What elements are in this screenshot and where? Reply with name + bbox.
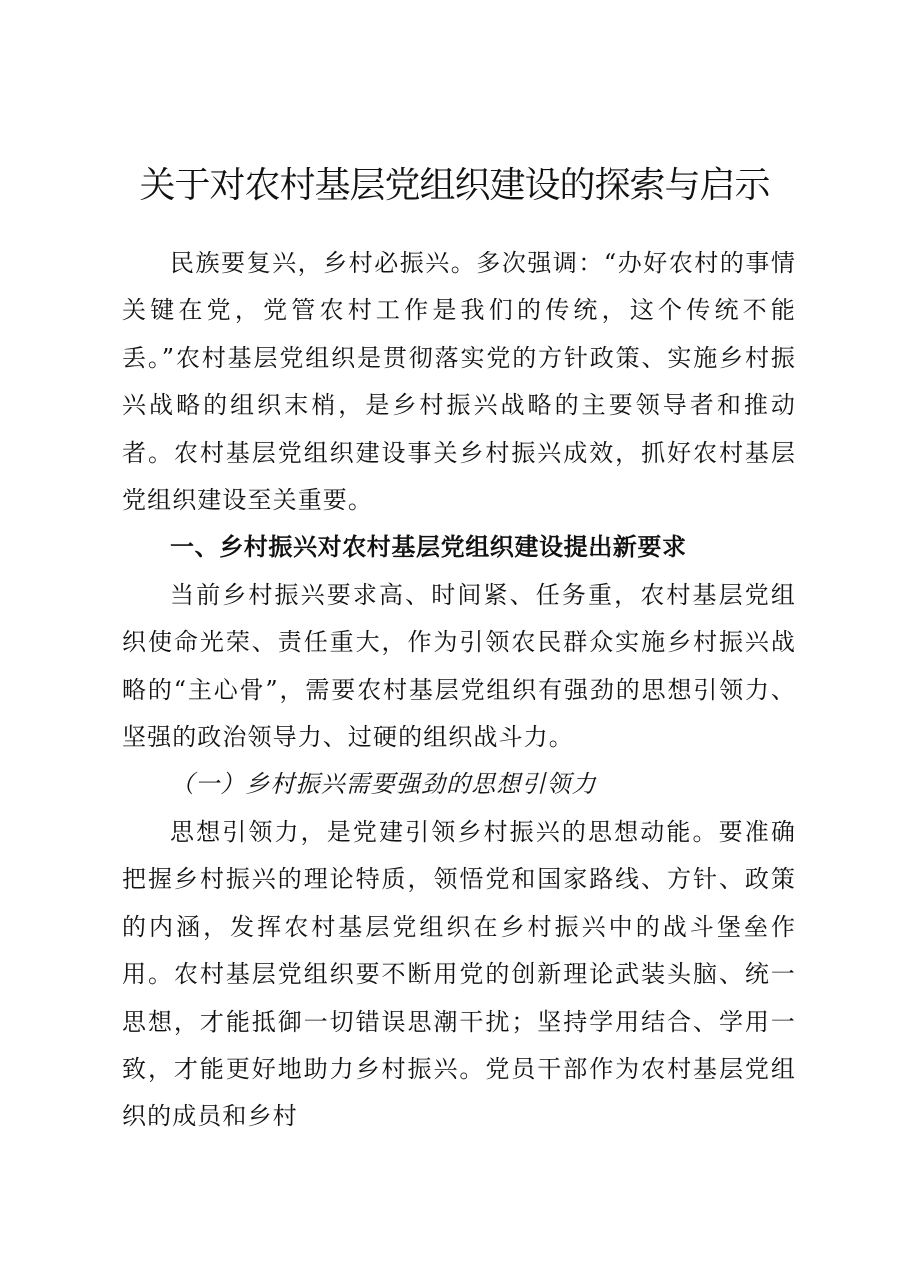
- section-1-paragraph: 当前乡村振兴要求高、时间紧、任务重，农村基层党组织使命光荣、责任重大，作为引领农民群众实施乡村振兴战略的“主心骨”，需要农村基层党组织有强劲的思想引领力、坚强的政治领导力、过硬的组织战斗力。: [122, 580, 796, 752]
- section-heading-1: 一、乡村振兴对农村基层党组织建设提出新要求: [170, 533, 687, 562]
- document-body: [122, 240, 796, 1141]
- subsection-heading-1: （一）乡村振兴需要强劲的思想引领力: [170, 770, 597, 799]
- subsection-1-paragraph: 思想引领力，是党建引领乡村振兴的思想动能。要准确把握乡村振兴的理论特质，领悟党和国家路线、方针、政策的内涵，发挥农村基层党组织在乡村振兴中的战斗堡垒作用。农村基层党组织要不断用党的创新理论武装头脑、统一思想，才能抵御一切错误思潮干扰；坚持学用结合、学用一致，才能更好地助力乡村振兴。党员干部作为农村基层党组织的成员和乡村: [122, 817, 796, 1131]
- document-title: 关于对农村基层党组织建设的探索与启示: [139, 165, 770, 206]
- intro-paragraph: 民族要复兴，乡村必振兴。多次强调：“办好农村的事情关键在党，党管农村工作是我们的传统，这个传统不能丢。”农村基层党组织是贯彻落实党的方针政策、实施乡村振兴战略的组织末梢，是乡村振兴战略的主要领导者和推动者。农村基层党组织建设事关乡村振兴成效，抓好农村基层党组织建设至关重要。: [122, 249, 796, 515]
